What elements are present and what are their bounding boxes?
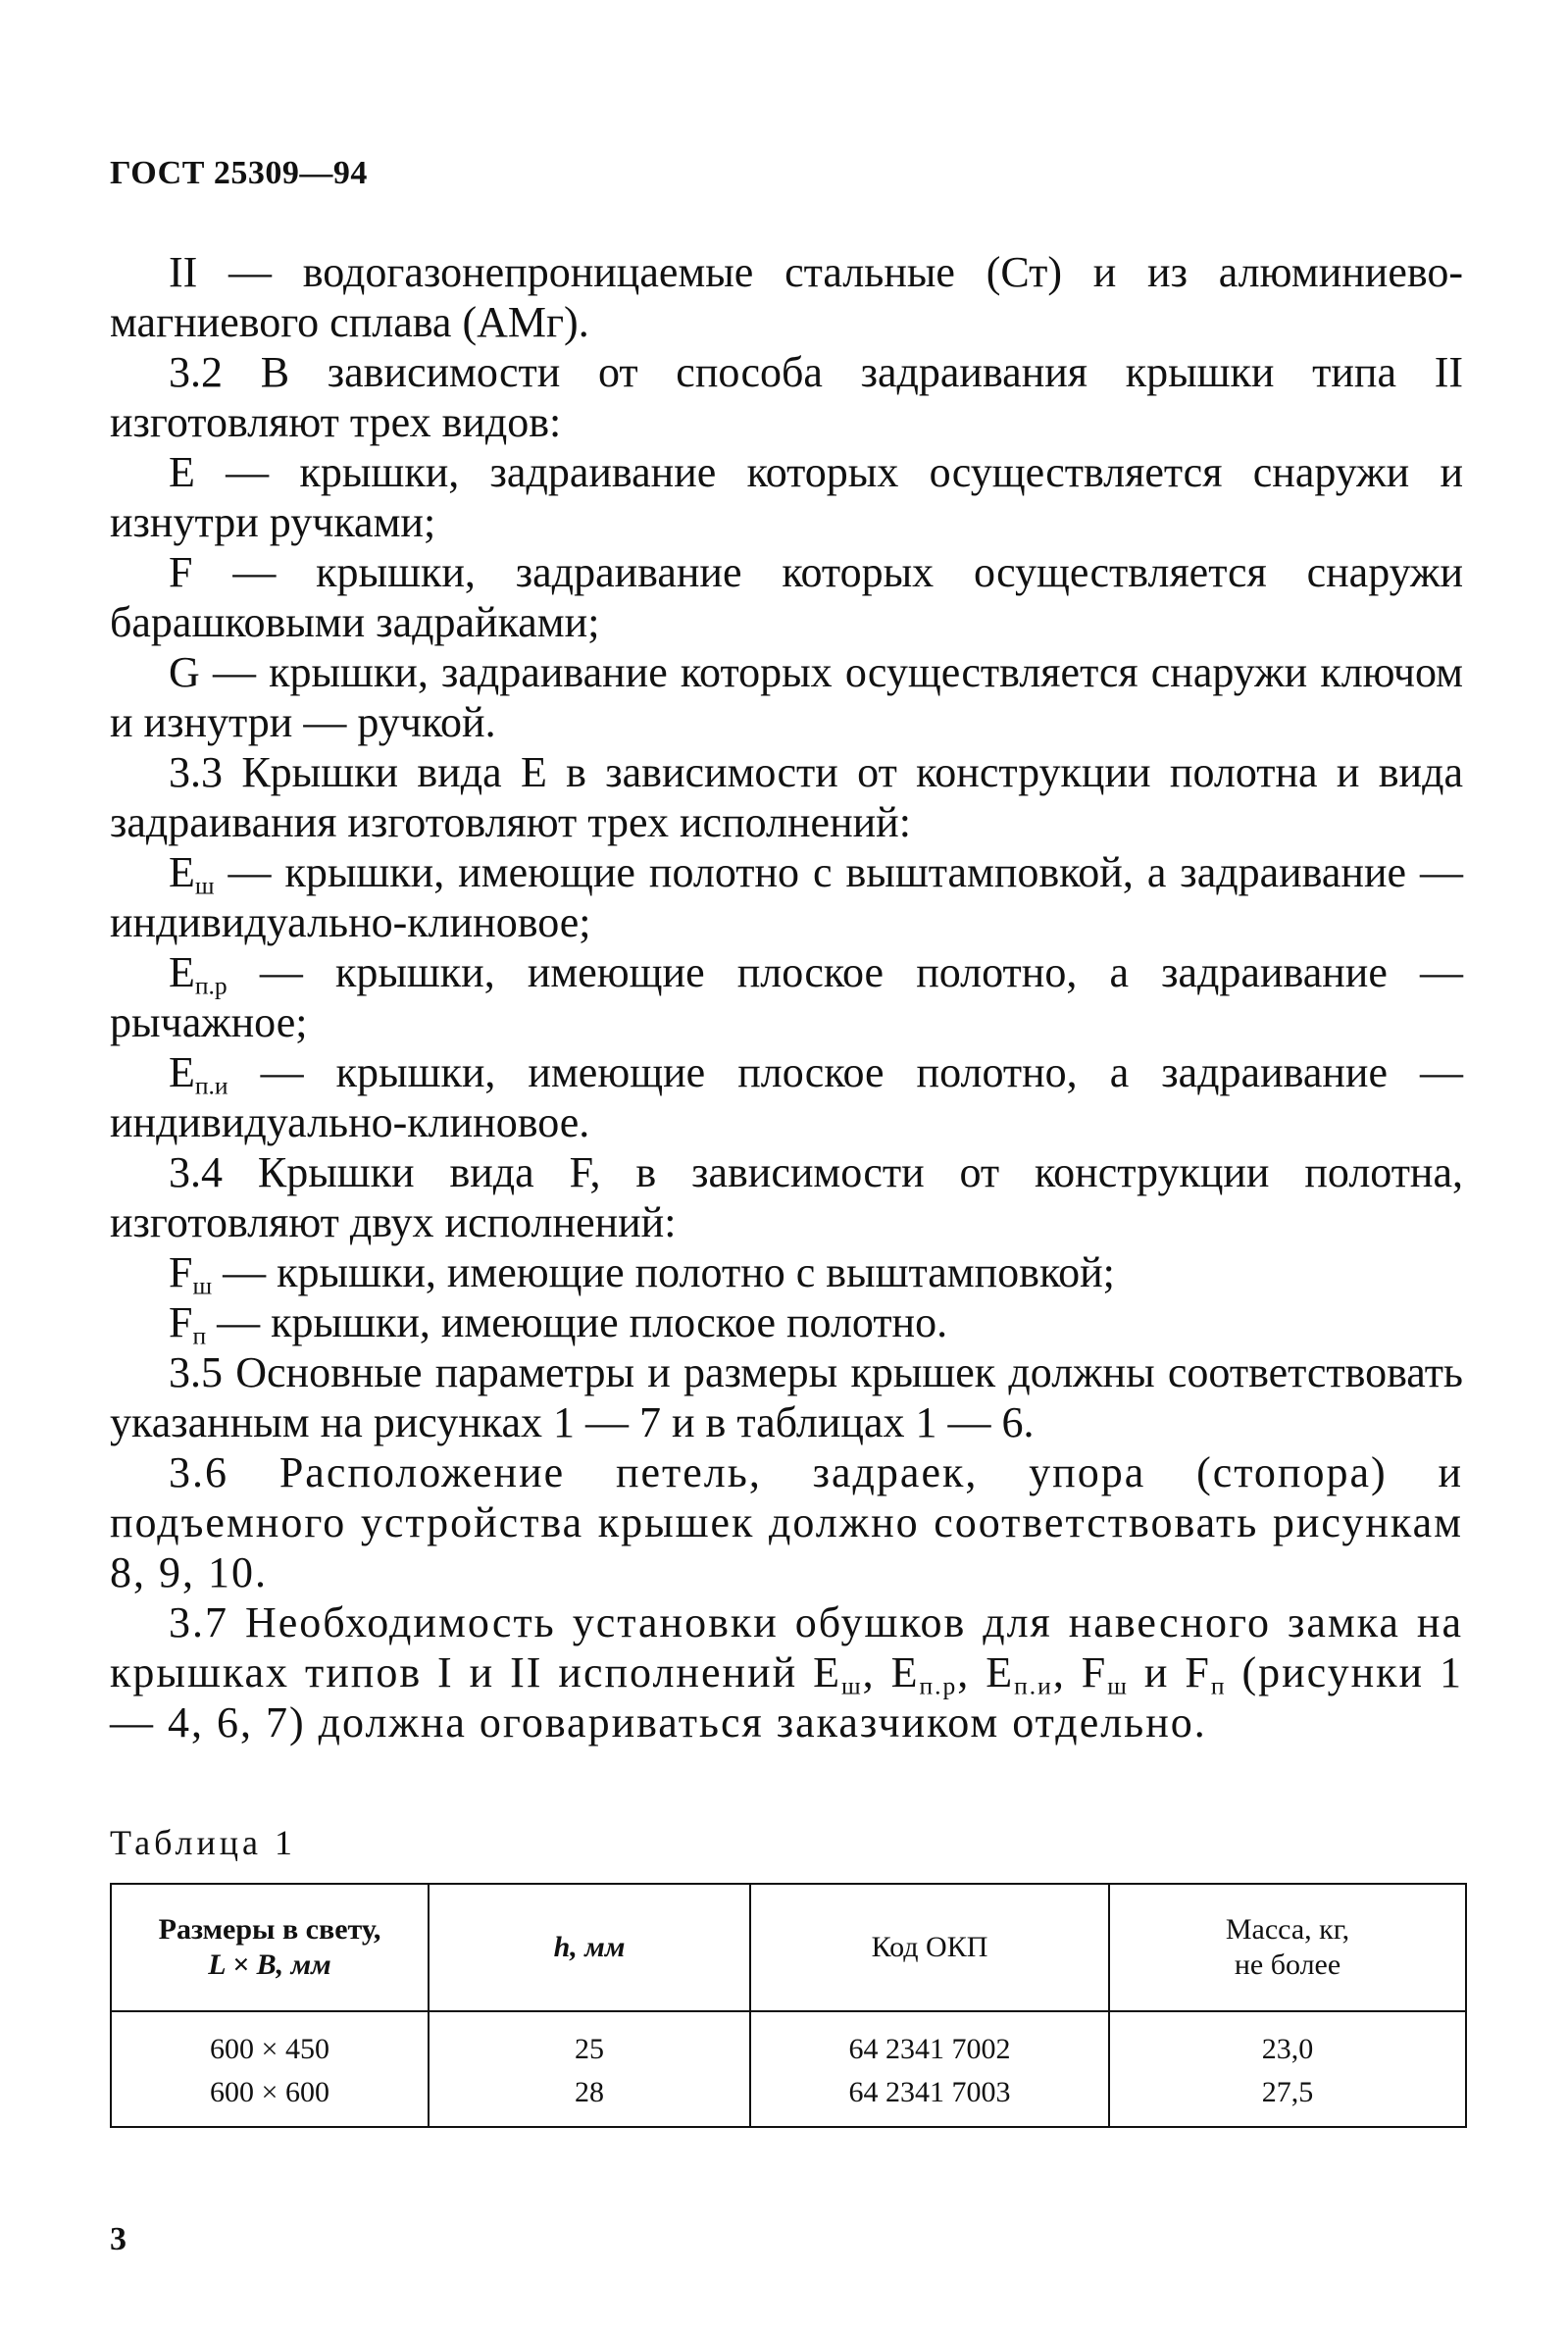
paragraph-3-3: 3.3 Крышки вида Е в зависимости от конструкции полотна и вида задраивания изготовляют трех исполнений: <box>110 748 1463 846</box>
header-size-line2: L × B, мм <box>208 1948 331 1981</box>
paragraph-e-sh <box>110 847 1463 947</box>
paragraph-3-5: 3.5 Основные параметры и размеры крышек должны соответствовать указанным на рисунках 1 — 7 и в таблицах 1 — 6. <box>110 1348 1463 1446</box>
header-mass <box>1109 1884 1466 2011</box>
symbol: Е <box>813 1648 841 1696</box>
paragraph-f-p <box>110 1297 1463 1350</box>
header-size <box>111 1884 429 2011</box>
symbol: Е <box>169 948 195 996</box>
cell-code: 64 2341 7002 <box>750 2011 1109 2071</box>
header-code: Код ОКП <box>750 1884 1109 2011</box>
paragraph-f-sh <box>110 1247 1463 1300</box>
symbol-subscript: ш <box>840 1671 863 1700</box>
symbol: Е <box>986 1648 1015 1696</box>
table-caption: Таблица 1 <box>110 1823 296 1862</box>
separator: , <box>957 1648 986 1696</box>
separator: , <box>862 1648 891 1696</box>
table-row <box>111 2011 1466 2071</box>
paragraph-text: (рисунки 1 — 4, 6, 7) должна оговариваться заказчиком отдельно. <box>110 1648 1464 1746</box>
symbol-subscript: п.и <box>1014 1671 1053 1700</box>
symbol-subscript: п <box>192 1321 207 1350</box>
cell-size: 600 × 600 <box>111 2071 429 2127</box>
symbol: F <box>169 1298 193 1346</box>
paragraph-text: — крышки, имеющие полотно с выштамповкой, а задраивание — индивидуально-клиновое; <box>110 848 1463 946</box>
paragraph-text: — крышки, имеющие плоское полотно, а задраивание — индивидуально-клиновое. <box>110 1048 1463 1146</box>
header-size-line1: Размеры в свету, <box>158 1913 381 1946</box>
header-mass-line1: Масса, кг, <box>1225 1913 1350 1946</box>
symbol-subscript: ш <box>1107 1671 1129 1700</box>
cell-mass: 23,0 <box>1109 2011 1466 2071</box>
table-1 <box>110 1883 1467 2128</box>
symbol-subscript: ш <box>192 1271 213 1300</box>
paragraph-text: — крышки, имеющие полотно с выштамповкой; <box>212 1248 1115 1296</box>
paragraph-e-pi <box>110 1047 1463 1147</box>
symbol-subscript: п.и <box>194 1071 228 1100</box>
symbol-subscript: п <box>1210 1671 1227 1700</box>
page-number: 3 <box>110 2221 126 2257</box>
cell-size: 600 × 450 <box>111 2011 429 2071</box>
paragraph-kind-g: G — крышки, задраивание которых осуществляется снаружи ключом и изнутри — ручкой. <box>110 648 1463 746</box>
paragraph-text: — крышки, имеющие плоское полотно, а задраивание — рычажное; <box>110 948 1463 1046</box>
paragraph-3-2: 3.2 В зависимости от способа задраивания крышки типа II изготовляют трех видов: <box>110 348 1463 446</box>
header-h-text: h, мм <box>553 1931 626 1963</box>
document-header: ГОСТ 25309—94 <box>110 155 368 191</box>
paragraph-kind-e: Е — крышки, задраивание которых осуществляется снаружи и изнутри ручками; <box>110 448 1463 546</box>
symbol: F <box>1185 1648 1211 1696</box>
separator: , <box>1052 1648 1082 1696</box>
header-h <box>429 1884 750 2011</box>
symbol-subscript: ш <box>194 871 215 900</box>
table-row <box>111 2071 1466 2127</box>
paragraph-type-ii: II — водогазонепроницаемые стальные (Ст) и из алюминиево-магниевого сплава (АМг). <box>110 248 1463 346</box>
body-text <box>110 247 1463 1747</box>
symbol: F <box>169 1248 193 1296</box>
paragraph-3-7 <box>110 1597 1463 1747</box>
symbol: F <box>1081 1648 1108 1696</box>
paragraph-e-pr <box>110 947 1463 1047</box>
cell-code: 64 2341 7003 <box>750 2071 1109 2127</box>
symbol: Е <box>169 848 195 896</box>
paragraph-text: 3.7 Необходимость установки обушков для навесного замка на крышках типов I и II исполнений <box>110 1598 1463 1696</box>
paragraph-kind-f: F — крышки, задраивание которых осуществляется снаружи барашковыми задрайками; <box>110 548 1463 646</box>
paragraph-3-6: 3.6 Расположение петель, задраек, упора (стопора) и подъемного устройства крышек должно соответствовать рисункам 8, 9, 10. <box>110 1448 1463 1596</box>
separator: и <box>1128 1648 1186 1696</box>
symbol-subscript: п.р <box>194 971 228 1000</box>
symbol: Е <box>169 1048 195 1096</box>
symbol: Е <box>890 1648 920 1696</box>
symbol-subscript: п.р <box>919 1671 958 1700</box>
paragraph-text: — крышки, имеющие плоское полотно. <box>206 1298 948 1346</box>
cell-h: 28 <box>429 2071 750 2127</box>
cell-h: 25 <box>429 2011 750 2071</box>
cell-mass: 27,5 <box>1109 2071 1466 2127</box>
table-header-row <box>111 1884 1466 2011</box>
header-mass-line2: не более <box>1234 1948 1341 1981</box>
paragraph-3-4: 3.4 Крышки вида F, в зависимости от конструкции полотна, изготовляют двух исполнений: <box>110 1148 1463 1246</box>
